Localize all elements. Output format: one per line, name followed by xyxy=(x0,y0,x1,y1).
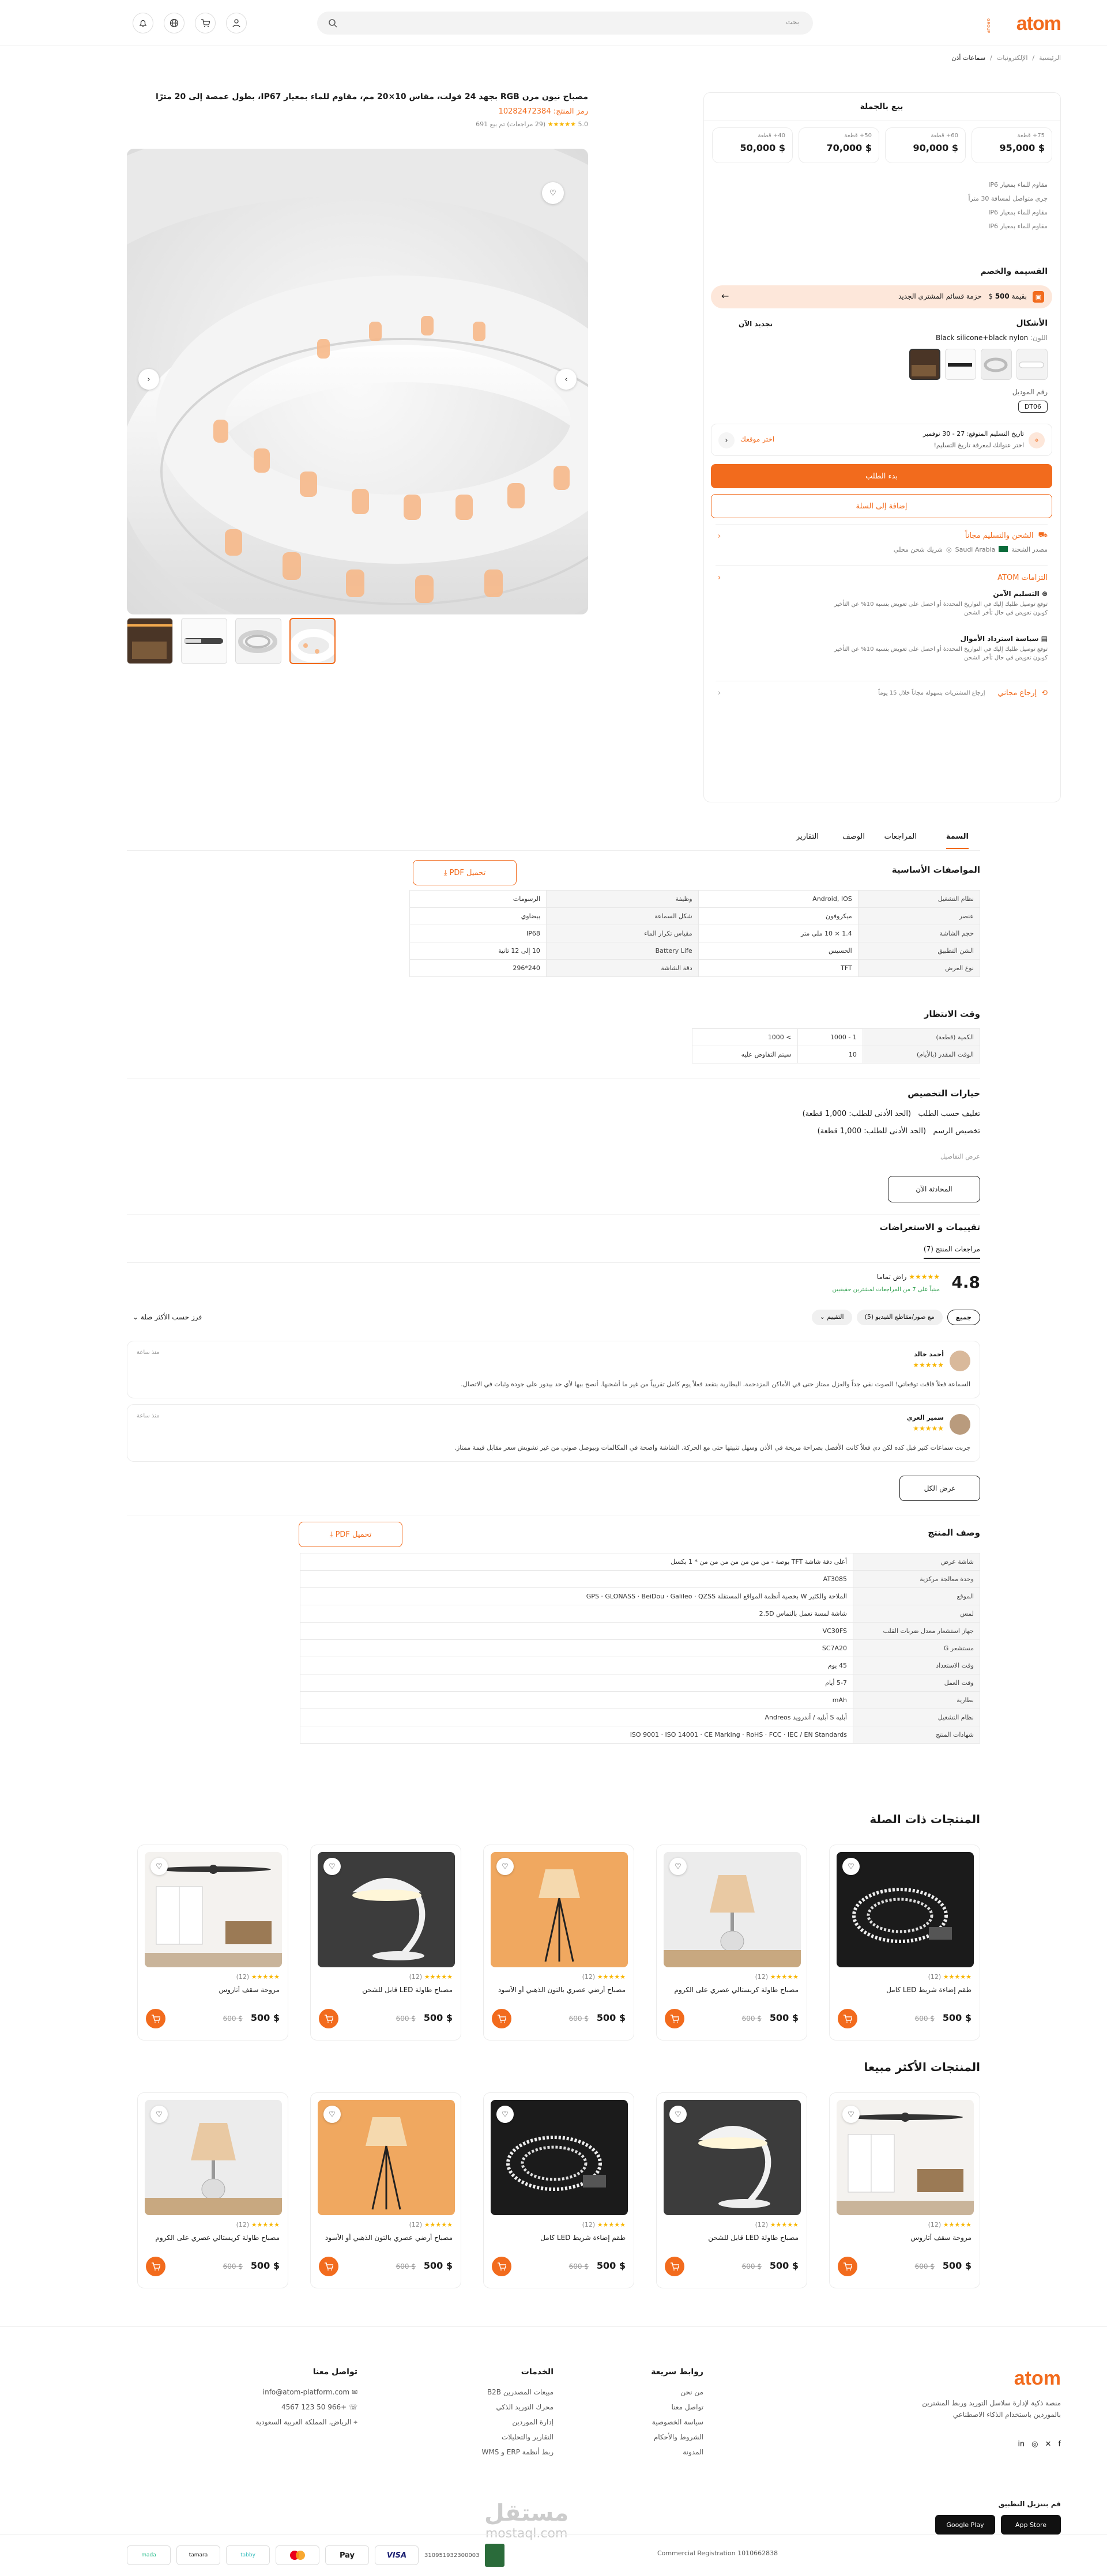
product-rating: ★★★★★ (12) xyxy=(928,2221,972,2228)
review-score: 4.8 xyxy=(951,1273,980,1292)
tab-reports[interactable]: التقارير xyxy=(796,832,819,841)
product-rating: ★★★★★ (12) xyxy=(928,1973,972,1981)
download-icon: ⤓ xyxy=(329,1530,333,1539)
breadcrumb: الرئيسية / الإلكترونيات / سماعات أذن xyxy=(951,54,1061,62)
mail-icon: ✉ xyxy=(351,2388,357,2396)
swatch[interactable] xyxy=(945,349,976,380)
tamara-logo: tamara xyxy=(176,2545,220,2565)
filter-media[interactable]: مع صور/مقاطع الفيديو (5) xyxy=(857,1310,943,1325)
price-tier[interactable]: 75+ قطعة $ 95,000 xyxy=(972,127,1052,163)
add-to-cart-icon[interactable] xyxy=(319,2257,338,2276)
product-price: $ 500 xyxy=(250,2260,280,2271)
product-card[interactable] xyxy=(310,2092,461,2288)
add-to-cart-icon[interactable] xyxy=(492,2257,511,2276)
feature-list: مقاوم للماء بمعيار IP6 جرى متواصل لمسافة 30 متراً مقاوم للماء بمعيار IP6 مقاوم للماء بمعيار IP6 xyxy=(968,181,1048,230)
price-tiers xyxy=(712,127,1052,163)
favorite-icon[interactable]: ♡ xyxy=(150,1858,168,1875)
chevron-left-icon[interactable]: ‹ xyxy=(718,532,721,541)
product-card[interactable] xyxy=(483,2092,634,2288)
lead-time-title: وقت الانتظار xyxy=(924,1009,980,1019)
location-icon: ⌖ xyxy=(353,2418,357,2426)
variants-title: الأشكال xyxy=(1016,319,1048,328)
add-to-cart-icon[interactable] xyxy=(665,2009,684,2028)
instagram-icon[interactable]: ◎ xyxy=(1031,2440,1038,2449)
product-name[interactable]: مصباح أرضي عصري بالتون الذهبي أو الأسود xyxy=(498,1986,626,1994)
bell-icon[interactable] xyxy=(133,13,153,33)
chevron-left-icon[interactable]: ‹ xyxy=(718,574,721,582)
product-card[interactable] xyxy=(310,1845,461,2041)
product-rating: 5.0 ★★★★★ (29 مراجعات) تم بيع 691 xyxy=(476,120,588,128)
tab-product-reviews[interactable]: مراجعات المنتج (7) xyxy=(924,1245,980,1259)
review-summary: ★★★★★ راض تماما xyxy=(876,1273,940,1281)
product-old-price: $ 600 xyxy=(223,2262,243,2270)
chevron-left-icon[interactable]: ‹ xyxy=(138,369,159,390)
start-order-button[interactable]: بدء الطلب xyxy=(711,464,1052,488)
product-rating: ★★★★★ (12) xyxy=(755,1973,799,1981)
product-card[interactable] xyxy=(656,2092,807,2288)
header-actions xyxy=(133,13,247,33)
thumbnail[interactable] xyxy=(235,618,281,664)
product-title: مصباح نيون مرن RGB بجهد 24 فولت، مقاس 10×20 مم، مقاوم للماء بمعيار IP67، بطول عمصة إلى 20 مترًا xyxy=(156,92,588,101)
favorite-icon[interactable]: ♡ xyxy=(542,182,564,204)
chevron-left-icon[interactable]: ‹ xyxy=(718,689,721,697)
truck-icon: ⛟ xyxy=(1038,531,1048,540)
product-old-price: $ 600 xyxy=(568,2262,589,2270)
buy-now-link[interactable]: تجديد الآن xyxy=(739,320,773,328)
pdf-download-button[interactable]: تحميل PDF ⤓ xyxy=(413,860,517,885)
product-price: $ 500 xyxy=(250,2012,280,2023)
product-price: $ 500 xyxy=(769,2012,799,2023)
product-card[interactable] xyxy=(137,2092,288,2288)
filter-rating[interactable]: التقييم ⌄ xyxy=(812,1310,852,1325)
add-to-cart-icon[interactable] xyxy=(146,2009,165,2028)
description-table: شاشة عرض أعلى دقة شاشة TFT بوصة - من من من من من من من * 1 بكسل وحدة معالجة مركزية AT3085 الموقع الملاحة والكثير W بخصية أنظمة المواقع المستقلة GPS · GLONASS · BeiDou · Galileo · QZSS لمس شاشة لمسة تعمل بالتماس 2.5D جهاز استشعار معدل ضربات القلب VC30FS مستشعر G SC7A20 وقت الاستعداد 45 يوم وقت العمل 5-7 أيام بطارية mAh نظام التشغيل أبليه S أبليه / أندرويد Andreos شهادات المنتج ISO 9001 · ISO 14001 · CE Marking · RoHS · FCC · IEC / EN Standards xyxy=(300,1553,980,1744)
avatar xyxy=(950,1351,970,1371)
free-returns[interactable]: ⟲ إرجاع مجاني إرجاع المشتريات بسهولة مجاناً خلال 15 يوماً xyxy=(878,689,1048,697)
sort-dropdown[interactable]: فرز حسب الأكثر صلة ⌄ xyxy=(133,1313,202,1321)
product-price: $ 500 xyxy=(769,2260,799,2271)
product-price: $ 500 xyxy=(942,2012,972,2023)
customization-list: تغليف حسب الطلب (الحد الأدنى للطلب: 1,000 قطعة) تخصيص الرسم (الحد الأدنى للطلب: 1,000 قطعة) xyxy=(802,1110,980,1136)
product-old-price: $ 600 xyxy=(396,2262,416,2270)
delivery-box[interactable]: ⌖ تاريخ التسليم المتوقع: 27 - 30 نوفمبر اختر عنوانك لمعرفة تاريخ التسليم! اختر موقعك ‹ xyxy=(711,424,1052,456)
add-to-cart-icon[interactable] xyxy=(665,2257,684,2276)
watermark: مستقل mostaql.com xyxy=(484,2500,569,2541)
add-to-cart-icon[interactable] xyxy=(492,2009,511,2028)
specs-title: المواصفات الأساسية xyxy=(891,865,980,875)
favorite-icon[interactable]: ♡ xyxy=(842,1858,860,1875)
product-code: رمز المنتج: 10282472384 xyxy=(498,107,588,116)
top-header xyxy=(0,0,1107,46)
product-name[interactable]: مصباح طاولة LED قابل للشحن xyxy=(362,1986,453,1994)
twitter-icon[interactable]: ✕ xyxy=(1045,2440,1052,2449)
product-header xyxy=(127,92,588,128)
refund-policy: ▤ سياسة استرداد الأموال توقع توصيل طلبك إليك في التواريخ المحددة أو احصل على تعويض بنسبة 10% عن التأخير كوبون تعويض في حال تأخر الشحن xyxy=(834,635,1048,661)
product-name[interactable]: مصباح أرضي عصري بالتون الذهبي أو الأسود xyxy=(325,2234,453,2242)
tab-attributes[interactable]: السمة xyxy=(946,832,969,849)
swatch[interactable] xyxy=(1016,349,1048,380)
favorite-icon[interactable]: ♡ xyxy=(669,2106,687,2123)
apple-pay-logo: Pay xyxy=(325,2545,369,2565)
avatar xyxy=(950,1414,970,1435)
shipping-row: ⛟ الشحن والتسليم مجاناً xyxy=(965,531,1048,540)
product-name[interactable]: طقم إضاءة شريط LED كامل xyxy=(886,1986,972,1994)
product-rating: ★★★★★ (12) xyxy=(582,2221,626,2228)
product-old-price: $ 600 xyxy=(914,2262,935,2270)
shield-icon: ⊛ xyxy=(1041,590,1048,598)
product-card[interactable] xyxy=(829,2092,980,2288)
product-old-price: $ 600 xyxy=(914,2015,935,2023)
product-price: $ 500 xyxy=(423,2260,453,2271)
appstore-badge[interactable]: App Store xyxy=(1001,2515,1061,2534)
product-rating: ★★★★★ (12) xyxy=(409,1973,453,1981)
filter-all[interactable]: جميع xyxy=(947,1310,980,1325)
tab-description[interactable]: الوصف xyxy=(842,832,865,841)
detail-tabs xyxy=(127,824,980,851)
add-to-cart-button[interactable]: إضافة إلى السلة xyxy=(711,494,1052,518)
price-tier[interactable]: 40+ قطعة $ 50,000 xyxy=(712,127,793,163)
favorite-icon[interactable]: ♡ xyxy=(323,2106,341,2123)
linkedin-icon[interactable]: in xyxy=(1018,2440,1025,2449)
pdf-download-button[interactable]: تحميل PDF ⤓ xyxy=(299,1522,402,1547)
review-card: أحمد خالد ★★★★★ منذ ساعة السماعة فعلاً فاقت توقعاتي! الصوت نقي جداً والعزل ممتاز حتى في الأماكن المزدحمة. البطارية بتقعد فعلاً يوم كامل تقريباً من غير ما أشحنها. أنصح بيها لأي حد بيدور على جودة وثبات في الاتصال. xyxy=(127,1341,980,1398)
facebook-icon[interactable]: f xyxy=(1058,2440,1061,2449)
footer xyxy=(0,2326,1107,2576)
model-label: رقم الموديل xyxy=(1012,388,1048,396)
download-icon: ⤓ xyxy=(443,868,447,877)
buy-panel xyxy=(703,92,1061,802)
favorite-icon[interactable]: ♡ xyxy=(842,2106,860,2123)
app-badges xyxy=(935,2515,1061,2534)
google-play-badge[interactable]: Google Play xyxy=(935,2515,995,2534)
swatch[interactable] xyxy=(909,349,940,380)
footer-about: منصة ذكية لإدارة سلاسل التوريد وربط المشترين بالموردين باستخدام الذكاء الاصطناعي xyxy=(922,2399,1061,2419)
product-card[interactable] xyxy=(137,1845,288,2041)
favorite-icon[interactable]: ♡ xyxy=(496,1858,514,1875)
view-all-reviews-button[interactable]: عرض الكل xyxy=(899,1476,980,1501)
favorite-icon[interactable]: ♡ xyxy=(669,1858,687,1875)
quick-links: روابط سريعة من نحن تواصل معنا سياسة الخصوصية الشروط والأحكام المدونة xyxy=(651,2367,703,2456)
product-name[interactable]: مروحة سقف أتاروس xyxy=(910,2234,972,2242)
color-label: اللون: Black silicone+black nylon xyxy=(935,334,1048,342)
search-icon xyxy=(326,17,339,29)
description-title: وصف المنتج xyxy=(928,1528,980,1538)
reviews-title: تقييمات و الاستعراضات xyxy=(879,1222,980,1232)
mastercard-logo xyxy=(276,2545,319,2565)
favorite-icon[interactable]: ♡ xyxy=(496,2106,514,2123)
chevron-right-icon[interactable]: › xyxy=(556,369,577,390)
favorite-icon[interactable]: ♡ xyxy=(150,2106,168,2123)
phone-icon: ☏ xyxy=(348,2403,357,2411)
thumbnail[interactable] xyxy=(127,618,173,664)
vat-logo xyxy=(485,2544,504,2567)
add-to-cart-icon[interactable] xyxy=(146,2257,165,2276)
price-tier[interactable]: 50+ قطعة $ 70,000 xyxy=(799,127,879,163)
product-rating: ★★★★★ (12) xyxy=(582,1973,626,1981)
product-name[interactable]: مصباح طاولة كريستالي عصري على الكروم xyxy=(674,1986,799,1994)
tab-reviews[interactable]: المراجعات xyxy=(884,832,917,841)
payment-methods: 310951932300003 VISA Pay tabby tamara mada xyxy=(127,2544,504,2567)
money-icon: ▤ xyxy=(1041,635,1048,643)
wholesale-title: بيع بالجملة xyxy=(703,93,1060,120)
gift-icon: ▣ xyxy=(1033,291,1044,303)
add-to-cart-icon[interactable] xyxy=(319,2009,338,2028)
product-price: $ 500 xyxy=(596,2260,626,2271)
product-card[interactable] xyxy=(483,1845,634,2041)
product-name[interactable]: مروحة سقف أتاروس xyxy=(219,1986,280,1994)
add-to-cart-icon[interactable] xyxy=(838,2009,857,2028)
product-price: $ 500 xyxy=(596,2012,626,2023)
related-title: المنتجات ذات الصلة xyxy=(869,1812,980,1826)
product-price: $ 500 xyxy=(423,2012,453,2023)
swatch[interactable] xyxy=(981,349,1012,380)
specs-table: نظام التشغيل Android, IOS وظيفة الرسومات عنصر ميكروفون شكل السماعة بيضاوي حجم الشاشة 1.4 × 10 ملي متر مقياس تكرار الماء IP68 الشن التطبيق الحسيس Battery Life 10 إلى 12 ثانية نوع العرض TFT دقة الشاشة 240*296 xyxy=(409,890,980,977)
footer-logo: atom xyxy=(1014,2367,1061,2389)
coupon-title: القسيمة والخصم xyxy=(980,267,1048,276)
product-name[interactable]: مصباح طاولة كريستالي عصري على الكروم xyxy=(155,2234,280,2242)
product-rating: ★★★★★ (12) xyxy=(236,1973,280,1981)
product-card[interactable] xyxy=(829,1845,980,2041)
review-filters xyxy=(812,1310,980,1325)
product-old-price: $ 600 xyxy=(396,2015,416,2023)
view-details-link[interactable]: عرض التفاصيل xyxy=(940,1153,980,1160)
shipping-source: مصدر الشحنة Saudi Arabia ◎ شريك شحن محلي xyxy=(893,546,1048,553)
chevron-left-icon: ‹ xyxy=(718,432,735,448)
product-name[interactable]: طقم إضاءة شريط LED كامل xyxy=(540,2234,626,2242)
commitments-title: التزامات ATOM xyxy=(997,574,1048,582)
location-icon: ⌖ xyxy=(1029,432,1045,448)
favorite-icon[interactable]: ♡ xyxy=(323,1858,341,1875)
lead-time-table: الكمية (قطعة) 1 - 1000 > 1000 الوقت المقدر (بالأيام) 10 سيتم التفاوض عليه xyxy=(692,1028,980,1063)
globe-icon[interactable] xyxy=(164,13,184,33)
product-old-price: $ 600 xyxy=(741,2015,762,2023)
contact-info: تواصل معنا ✉ info@atom-platform.com ☏ +966 50 123 4567 ⌖ الرياض، المملكة العربية السعودية xyxy=(255,2367,357,2426)
chat-now-button[interactable]: المحادثة الآن xyxy=(888,1176,980,1202)
commercial-registration: Commercial Registration 1010662838 xyxy=(657,2549,778,2557)
thumbnail[interactable] xyxy=(181,618,227,664)
customization-title: خيارات التخصيص xyxy=(908,1088,980,1099)
download-title: قم بتنزيل التطبيق xyxy=(998,2500,1061,2508)
product-old-price: $ 600 xyxy=(568,2015,589,2023)
product-price: $ 500 xyxy=(942,2260,972,2271)
cart-icon[interactable] xyxy=(195,13,216,33)
color-swatches xyxy=(909,349,1048,380)
bestsellers-title: المنتجات الأكثر مبيعا xyxy=(864,2060,980,2074)
product-old-price: $ 600 xyxy=(223,2015,243,2023)
review-card: سمير العزي ★★★★★ منذ ساعة جربت سماعات كتير قبل كده لكن دي فعلاً كانت الأفضل بصراحة مريحة في الأذن وسهل تثبيتها حتى مع الحركة. الشاشة واضحة في المكالمات وبيوصل صوتي من غير تشويش سعر مقابل قيمة ممتاز. xyxy=(127,1404,980,1462)
logo[interactable]: atom GROUP xyxy=(986,13,1061,35)
add-to-cart-icon[interactable] xyxy=(838,2257,857,2276)
product-name[interactable]: مصباح طاولة LED قابل للشحن xyxy=(708,2234,799,2242)
arrow-left-icon: ← xyxy=(721,291,729,301)
thumbnail-strip xyxy=(127,618,336,664)
services-links: الخدمات مبيعات المصدرين B2B محرك التوريد الذكي إدارة الموردين التقارير والتحليلات ربط أنظمة ERP و WMS xyxy=(481,2367,554,2456)
safe-delivery: ⊛ التسليم الآمن توقع توصيل طلبك إليك في التواريخ المحددة أو احصل على تعويض بنسبة 10% عن التأخير كوبون تعويض في حال تأخر الشحن xyxy=(834,590,1048,616)
search-bar[interactable]: بحث xyxy=(317,12,813,35)
mada-logo: mada xyxy=(127,2545,171,2565)
choose-location-link[interactable]: اختر موقعك xyxy=(740,435,775,443)
price-tier[interactable]: 60+ قطعة $ 90,000 xyxy=(885,127,966,163)
model-chip[interactable]: DT06 xyxy=(1018,401,1048,413)
user-icon[interactable] xyxy=(226,13,247,33)
thumbnail[interactable] xyxy=(289,618,336,664)
product-rating: ★★★★★ (12) xyxy=(409,2221,453,2228)
product-rating: ★★★★★ (12) xyxy=(755,2221,799,2228)
tabby-logo: tabby xyxy=(226,2545,270,2565)
return-icon: ⟲ xyxy=(1041,689,1048,697)
social-links xyxy=(1018,2440,1061,2449)
product-rating: ★★★★★ (12) xyxy=(236,2221,280,2228)
product-main-image[interactable] xyxy=(127,149,588,614)
product-card[interactable] xyxy=(656,1845,807,2041)
product-old-price: $ 600 xyxy=(741,2262,762,2270)
coupon-bar[interactable]: ▣ بقيمة 500 $ حزمة قسائم المشتري الجديد ← xyxy=(711,285,1052,308)
visa-logo: VISA xyxy=(375,2545,419,2565)
